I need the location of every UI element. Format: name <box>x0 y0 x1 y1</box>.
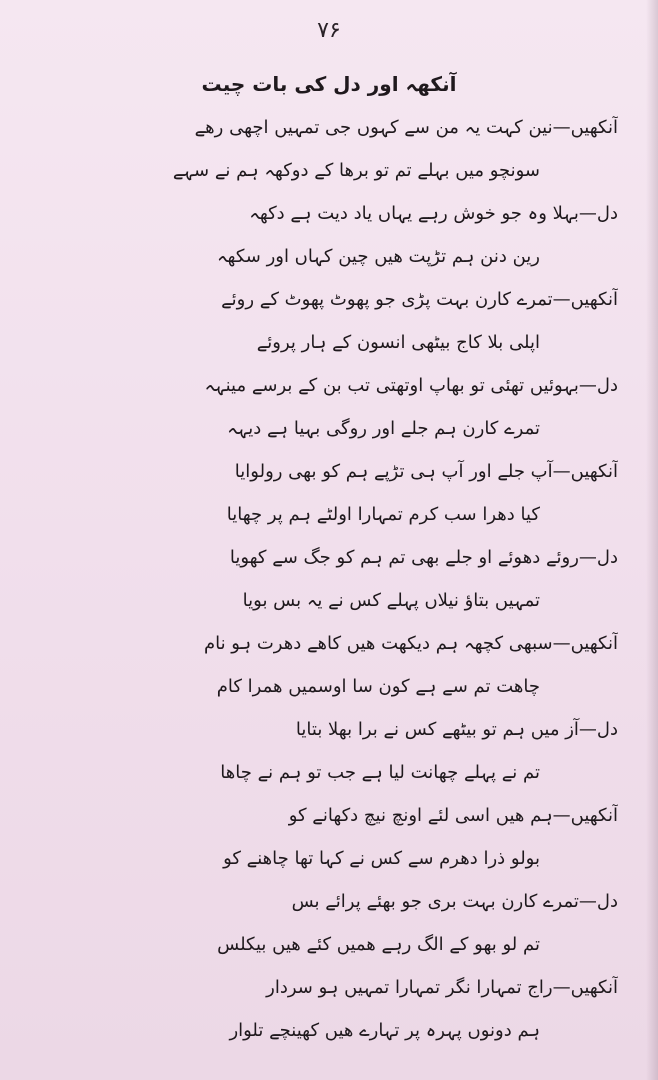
verse-line: دل—تمرے کارن بہت بری جو بھئے پرائے بس <box>291 891 618 912</box>
verse-line: بولو ذرا دھرم سے کس نے کہا تھا چاھنے کو <box>223 848 540 869</box>
verse-line: چاھت تم سے ہے کون سا اوسمیں ھمرا کام <box>216 676 540 697</box>
verse-line: ہم دونوں پہرہ پر تہارے ھیں کھینچے تلوار <box>229 1020 540 1041</box>
verse-line: تم نے پہلے چھانت لیا ہے جب تو ہم نے چاھا <box>220 762 540 783</box>
page-number: ۷۶ <box>317 18 341 43</box>
verse-line: آنکھیں—آپ جلے اور آپ ہی تڑپے ہم کو بھی رولوایا <box>234 461 618 482</box>
poem-title: آنکھہ اور دل کی بات چیت <box>201 72 457 96</box>
verse-line: دل—روئے دھوئے او جلے بھی تم ہم کو جگ سے کھویا <box>229 547 618 568</box>
verse-line: تم لو بھو کے الگ رہے ھمیں کئے ھیں بیکلس <box>217 934 540 955</box>
verse-line: اپلی بلا کاج بیٹھی انسون کے ہار پروئے <box>256 332 540 353</box>
verse-line: آنکھیں—نین کہت یہ من سے کہوں جی تمہیں اچھی رھے <box>194 117 618 138</box>
verse-line: دل—بہلا وہ جو خوش رہے یہاں یاد دیت ہے دکھہ <box>249 203 618 224</box>
poem-verses <box>34 108 618 1068</box>
verse-line: آنکھیں—تمرے کارن بہت پڑی جو پھوٹ پھوٹ کے روئے <box>221 289 618 310</box>
verse-line: دل—آز میں ہم تو بیٹھے کس نے برا بھلا بتایا <box>295 719 618 740</box>
verse-line: تمرے کارن ہم جلے اور روگی بہیا ہے دیہہ <box>227 418 540 439</box>
verse-line: رین دنن ہم تڑپت ھیں چین کہاں اور سکھہ <box>216 246 540 267</box>
verse-line: سونچو میں بہلے تم تو برھا کے دوکھہ ہم نے سہے <box>172 160 540 181</box>
verse-line: آنکھیں—راج تمہارا نگر تمہارا تمہیں ہو سردار <box>266 977 618 998</box>
verse-line: کیا دھرا سب کرم تمہارا اولٹے ہم پر چھایا <box>226 504 540 525</box>
verse-line: دل—بہوئیں تھئی تو بھاپ اوتھتی تب بن کے برسے مینہہ <box>204 375 618 396</box>
verse-line: آنکھیں—سبھی کچھہ ہم دیکھت ھیں کاھے دھرت ہو نام <box>203 633 618 654</box>
verse-line: تمہیں بتاؤ نیلاں پہلے کس نے یہ بس بویا <box>242 590 540 611</box>
verse-line: آنکھیں—ہم ھیں اسی لئے اونچ نیچ دکھانے کو <box>288 805 618 826</box>
